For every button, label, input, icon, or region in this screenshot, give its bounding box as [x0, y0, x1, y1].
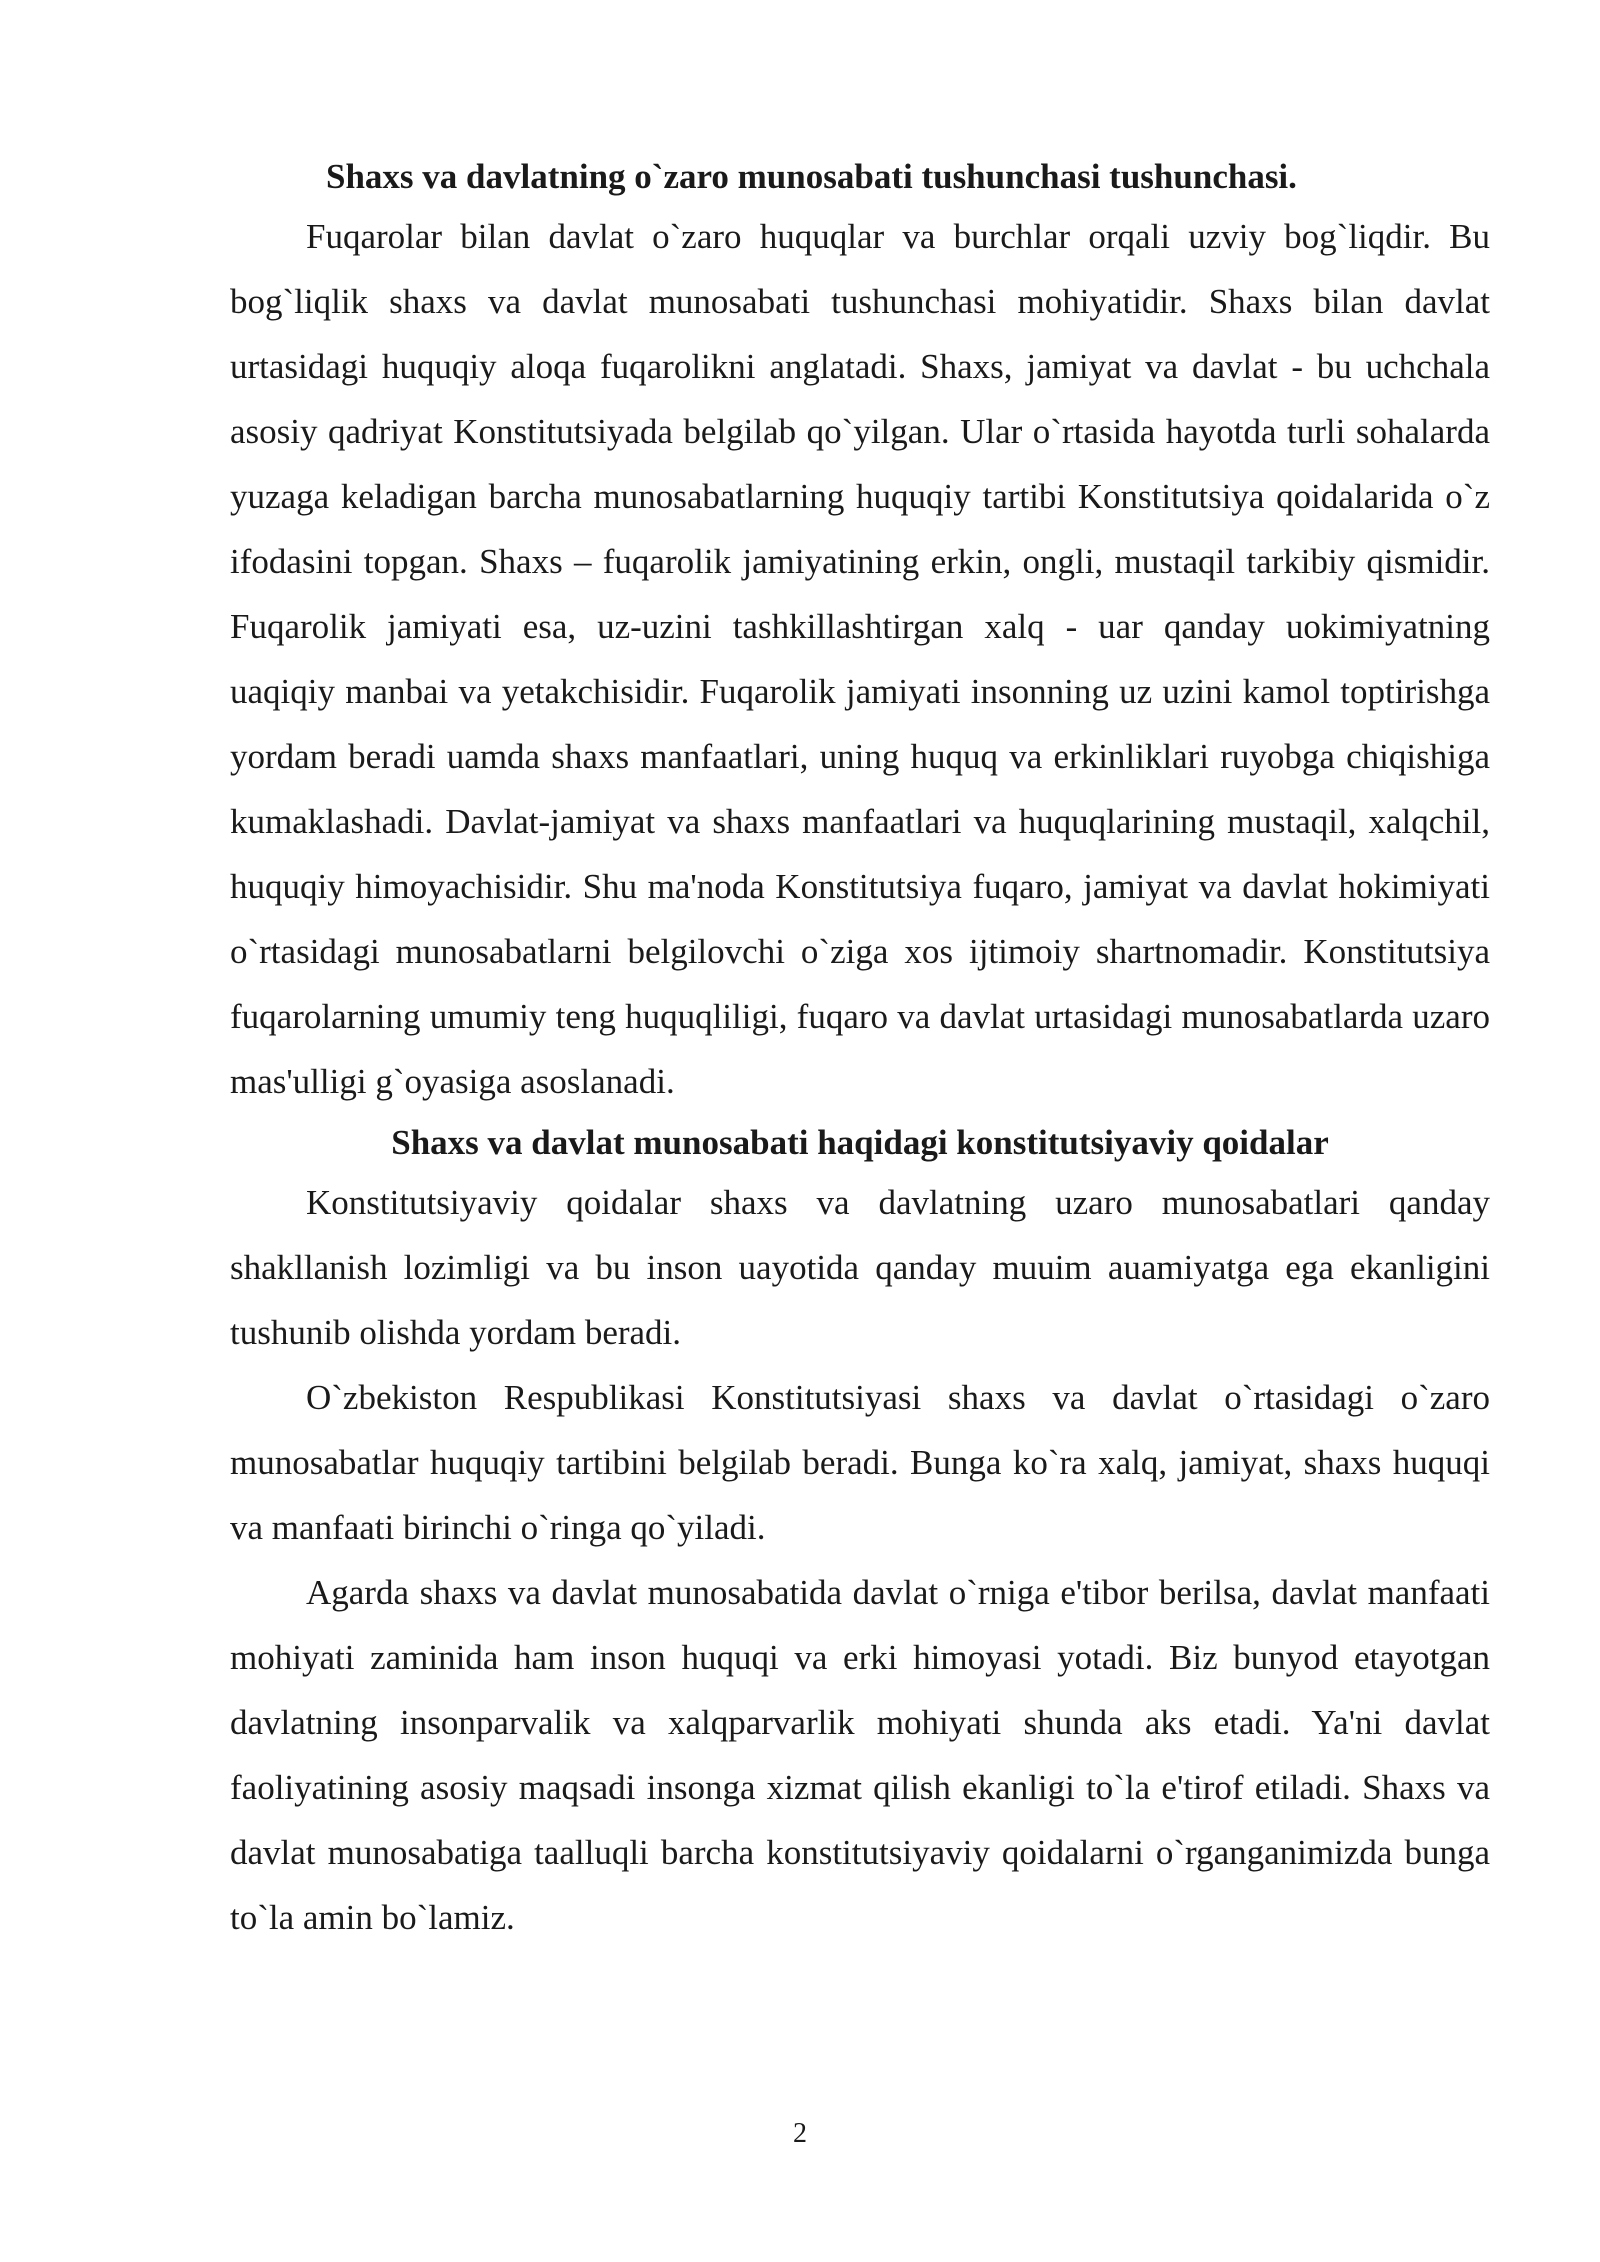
- page-number: 2: [793, 2118, 807, 2149]
- paragraph-4: Agarda shaxs va davlat munosabatida davlat o`rniga e'tibor berilsa, davlat manfaati mohiyati zaminida ham inson huquqi va erki himoyasi yotadi. Biz bunyod etayotgan davlatning insonparvalik va xalqparvarlik mohiyati shunda aks etadi. Ya'ni davlat faoliyatining asosiy maqsadi insonga xizmat qilish ekanligi to`la e'tirof etiladi. Shaxs va davlat munosabatiga taalluqli barcha konstitutsiyaviy qoidalarni o`rganganimizda bunga to`la amin bo`lamiz.: [230, 1573, 1490, 1937]
- section-heading-1: Shaxs va davlatning o`zaro munosabati tushunchasi tushunchasi.: [326, 157, 1297, 196]
- paragraph-1: Fuqarolar bilan davlat o`zaro huquqlar va burchlar orqali uzviy bog`liqdir. Bu bog`liqlik shaxs va davlat munosabati tushunchasi mohiyatidir. Shaxs bilan davlat urtasidagi huquqiy aloqa fuqarolikni anglatadi. Shaxs, jamiyat va davlat - bu uchchala asosiy qadriyat Konstitutsiyada belgilab qo`yilgan. Ular o`rtasida hayotda turli sohalarda yuzaga keladigan barcha munosabatlarning huquqiy tartibi Konstitutsiya qoidalarida o`z ifodasini topgan. Shaxs – fuqarolik jamiyatining erkin, ongli, mustaqil tarkibiy qismidir. Fuqarolik jamiyati esa, uz-uzini tashkillashtirgan xalq - uar qanday uokimiyatning uaqiqiy manbai va yetakchisidir. Fuqarolik jamiyati insonning uz uzini kamol toptirishga yordam beradi uamda shaxs manfaatlari, uning huquq va erkinliklari ruyobga chiqishiga kumaklashadi. Davlat-jamiyat va shaxs manfaatlari va huquqlarining mustaqil, xalqchil, huquqiy himoyachisidir. Shu ma'noda Konstitutsiya fuqaro, jamiyat va davlat hokimiyati o`rtasidagi munosabatlarni belgilovchi o`ziga xos ijtimoiy shartnomadir. Konstitutsiya fuqarolarning umumiy teng huquqliligi, fuqaro va davlat urtasidagi munosabatlarda uzaro mas'ulligi g`oyasiga asoslanadi.: [230, 217, 1490, 1101]
- paragraph-3: O`zbekiston Respublikasi Konstitutsiyasi shaxs va davlat o`rtasidagi o`zaro munosabatlar huquqiy tartibini belgilab beradi. Bunga ko`ra xalq, jamiyat, shaxs huquqi va manfaati birinchi o`ringa qo`yiladi.: [230, 1378, 1490, 1547]
- document-page: [230, 150, 1490, 1950]
- section-heading-2: Shaxs va davlat munosabati haqidagi konstitutsiyaviy qoidalar: [391, 1123, 1329, 1162]
- paragraph-2: Konstitutsiyaviy qoidalar shaxs va davlatning uzaro munosabatlari qanday shakllanish lozimligi va bu inson uayotida qanday muuim auamiyatga ega ekanligini tushunib olishda yordam beradi.: [230, 1183, 1490, 1352]
